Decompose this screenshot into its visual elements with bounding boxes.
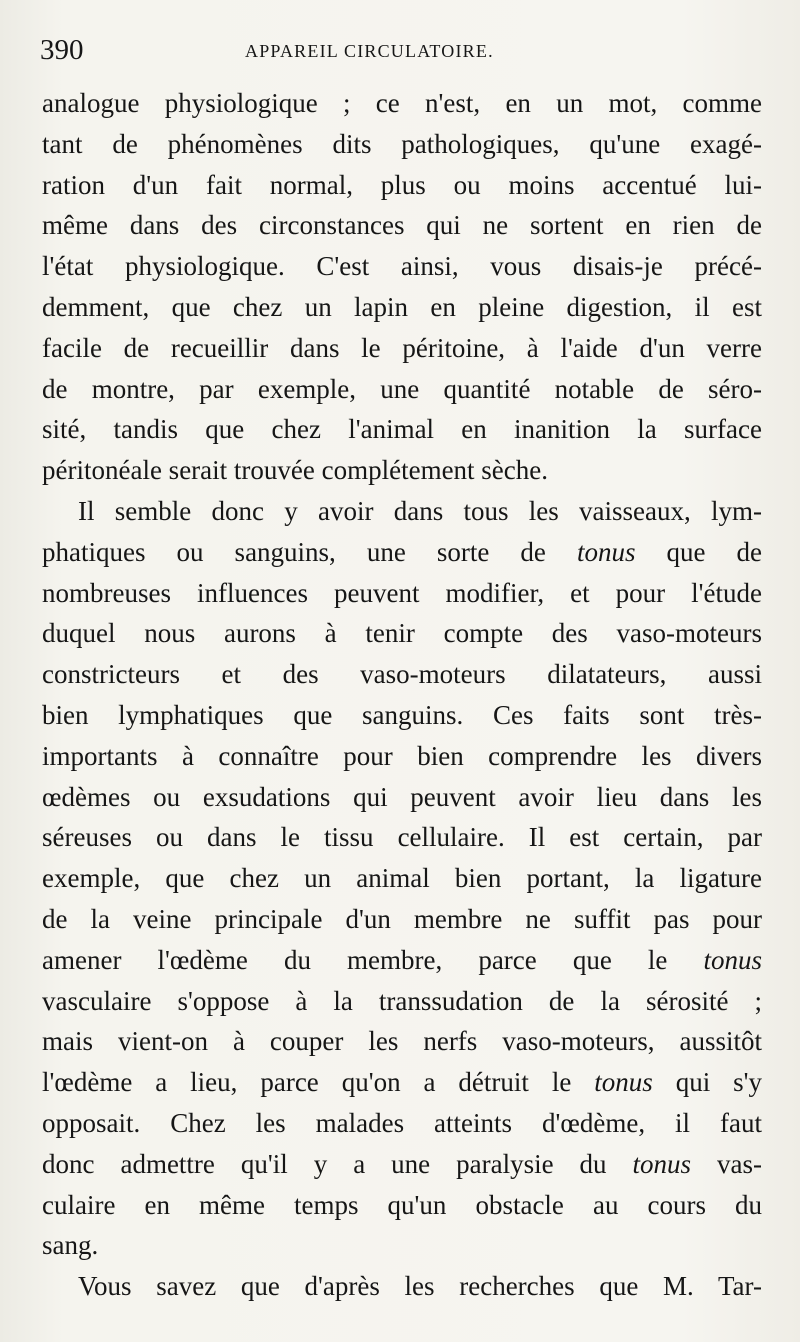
text-segment: donc admettre qu'il y a une paralysie du	[42, 1148, 607, 1179]
italic-term: tonus	[703, 944, 763, 975]
text-line: opposait. Chez les malades atteints d'œdème, il faut	[42, 1107, 762, 1138]
running-head: APPAREIL CIRCULATOIRE.	[245, 41, 494, 61]
text-line: tant de phénomènes dits pathologiques, qu'une exagé-	[42, 128, 762, 159]
text-line	[42, 532, 762, 573]
page-header	[40, 34, 760, 70]
text-line: Vous savez que d'après les recherches que M. Tar-	[78, 1271, 762, 1302]
italic-term: tonus	[576, 536, 636, 567]
text-segment: vas-	[717, 1148, 763, 1179]
text-line: sang.	[42, 1230, 99, 1261]
text-line: séreuses ou dans le tissu cellulaire. Il est certain, par	[42, 822, 762, 853]
text-segment: qui s'y	[675, 1067, 763, 1098]
text-line: de la veine principale d'un membre ne suffit pas pour	[42, 903, 762, 934]
text-segment: phatiques ou sanguins, une sorte de	[42, 536, 546, 567]
text-line: duquel nous aurons à tenir compte des vaso-moteurs	[42, 618, 762, 649]
body-text	[42, 83, 762, 1307]
text-line: demment, que chez un lapin en pleine digestion, il est	[42, 291, 762, 322]
text-line: mais vient-on à couper les nerfs vaso-moteurs, aussitôt	[42, 1026, 762, 1057]
text-line: bien lymphatiques que sanguins. Ces faits sont très-	[42, 699, 762, 730]
italic-term: tonus	[594, 1067, 653, 1098]
text-line: culaire en même temps qu'un obstacle au cours du	[42, 1189, 762, 1220]
text-segment: amener l'œdème du membre, parce que le	[42, 944, 668, 975]
text-line: ration d'un fait normal, plus ou moins accentué lui-	[42, 169, 762, 200]
text-line	[42, 1062, 762, 1103]
text-line: vasculaire s'oppose à la transsudation de la sérosité ;	[42, 985, 762, 1016]
text-segment: l'œdème a lieu, parce qu'on a détruit le	[42, 1067, 572, 1098]
page-number: 390	[40, 34, 84, 66]
text-line: facile de recueillir dans le péritoine, à l'aide d'un verre	[42, 332, 762, 363]
text-line: constricteurs et des vaso-moteurs dilatateurs, aussi	[42, 659, 762, 690]
text-line	[42, 940, 762, 981]
text-line: importants à connaître pour bien comprendre les divers	[42, 740, 762, 771]
text-line: Il semble donc y avoir dans tous les vaisseaux, lym-	[78, 495, 762, 526]
text-line: œdèmes ou exsudations qui peuvent avoir lieu dans les	[42, 781, 762, 812]
text-line: péritonéale serait trouvée complétement sèche.	[42, 455, 549, 486]
text-line: sité, tandis que chez l'animal en inanition la surface	[42, 414, 762, 445]
text-line: de montre, par exemple, une quantité notable de séro-	[42, 373, 762, 404]
italic-term: tonus	[632, 1148, 692, 1179]
text-line	[42, 1144, 762, 1185]
text-line: même dans des circonstances qui ne sortent en rien de	[42, 210, 762, 241]
text-line: exemple, que chez un animal bien portant, la ligature	[42, 863, 762, 894]
text-line: nombreuses influences peuvent modifier, et pour l'étude	[42, 577, 762, 608]
text-line: l'état physiologique. C'est ainsi, vous disais-je précé-	[42, 251, 762, 282]
text-line: analogue physiologique ; ce n'est, en un mot, comme	[42, 88, 762, 118]
text-segment: que de	[666, 536, 763, 567]
